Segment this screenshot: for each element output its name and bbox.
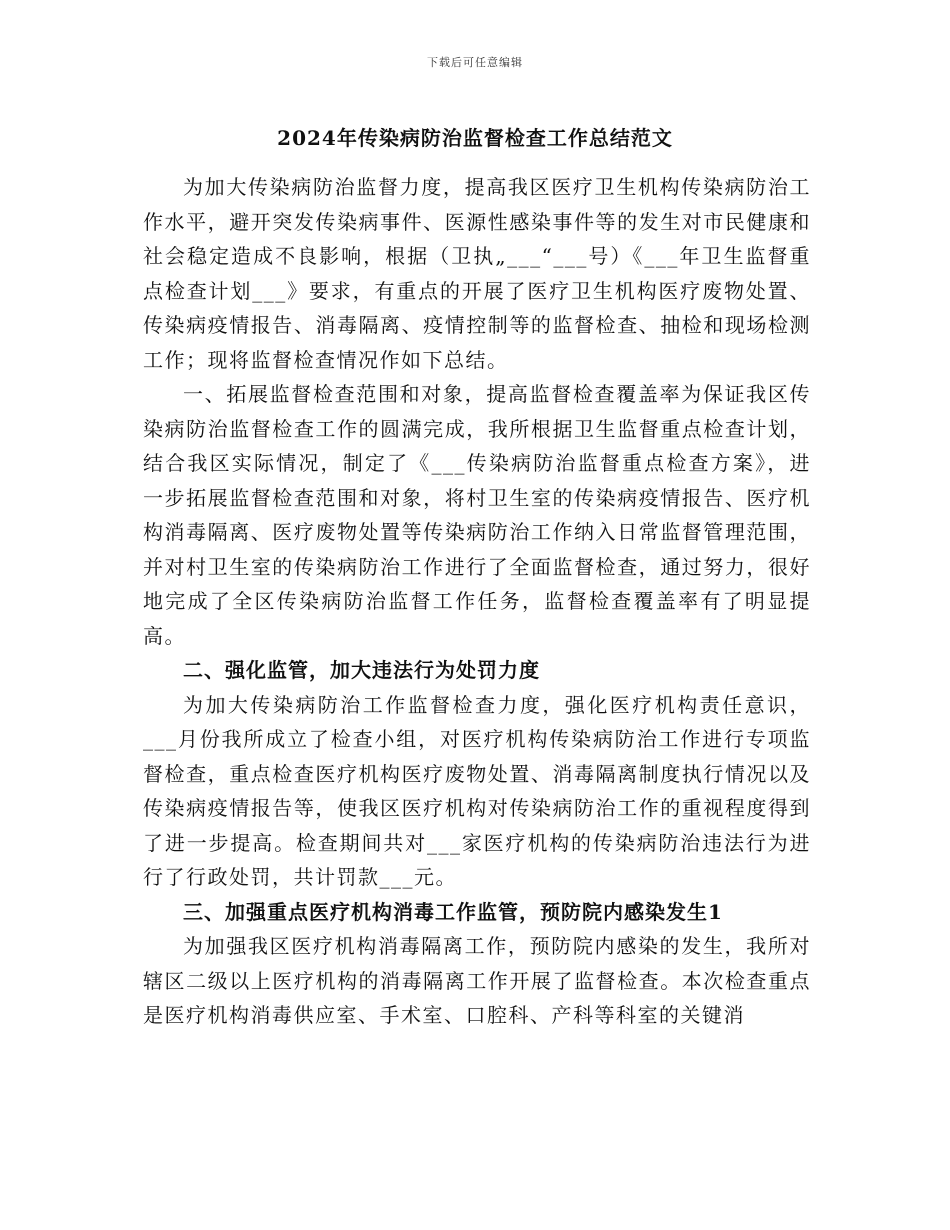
- section-3-heading: 三、加强重点医疗机构消毒工作监管，预防院内感染发生1: [183, 899, 723, 924]
- section-2-heading: 二、强化监管，加大违法行为处罚力度: [183, 658, 540, 682]
- document-title: 2024年传染病防治监督检查工作总结范文: [277, 126, 673, 150]
- page-header-note: 下载后可任意编辑: [427, 56, 523, 69]
- section-2-paragraph: 为加大传染病防治工作监督检查力度，强化医疗机构责任意识，___月份我所成立了检查小组，对医疗机构传染病防治工作进行专项监督检查，重点检查医疗机构医疗废物处置、消毒隔离制度执行情况以及传染病疫情报告等，使我区医疗机构对传染病防治工作的重视程度得到了进一步提高。检查期间共对___家医疗机构的传染病防治违法行为进行了行政处罚，共计罚款___元。: [143, 692, 811, 889]
- section-1-paragraph: 一、拓展监督检查范围和对象，提高监督检查覆盖率为保证我区传染病防治监督检查工作的圆满完成，我所根据卫生监督重点检查计划，结合我区实际情况，制定了《___传染病防治监督重点检查方案》，进一步拓展监督检查范围和对象，将村卫生室的传染病疫情报告、医疗机构消毒隔离、医疗废物处置等传染病防治工作纳入日常监督管理范围，并对村卫生室的传染病防治工作进行了全面监督检查，通过努力，很好地完成了全区传染病防治监督工作任务，监督检查覆盖率有了明显提高。: [143, 382, 811, 648]
- section-3-paragraph: 为加强我区医疗机构消毒隔离工作，预防院内感染的发生，我所对辖区二级以上医疗机构的消毒隔离工作开展了监督检查。本次检查重点是医疗机构消毒供应室、手术室、口腔科、产科等科室的关键消: [143, 934, 811, 1027]
- document-body: [143, 170, 811, 1033]
- intro-paragraph: 为加大传染病防治监督力度，提高我区医疗卫生机构传染病防治工作水平，避开突发传染病事件、医源性感染事件等的发生对市民健康和社会稳定造成不良影响，根据（卫执„___“___号）《___年卫生监督重点检查计划___》要求，有重点的开展了医疗卫生机构医疗废物处置、传染病疫情报告、消毒隔离、疫情控制等的监督检查、抽检和现场检测工作；现将监督检查情况作如下总结。: [143, 175, 811, 372]
